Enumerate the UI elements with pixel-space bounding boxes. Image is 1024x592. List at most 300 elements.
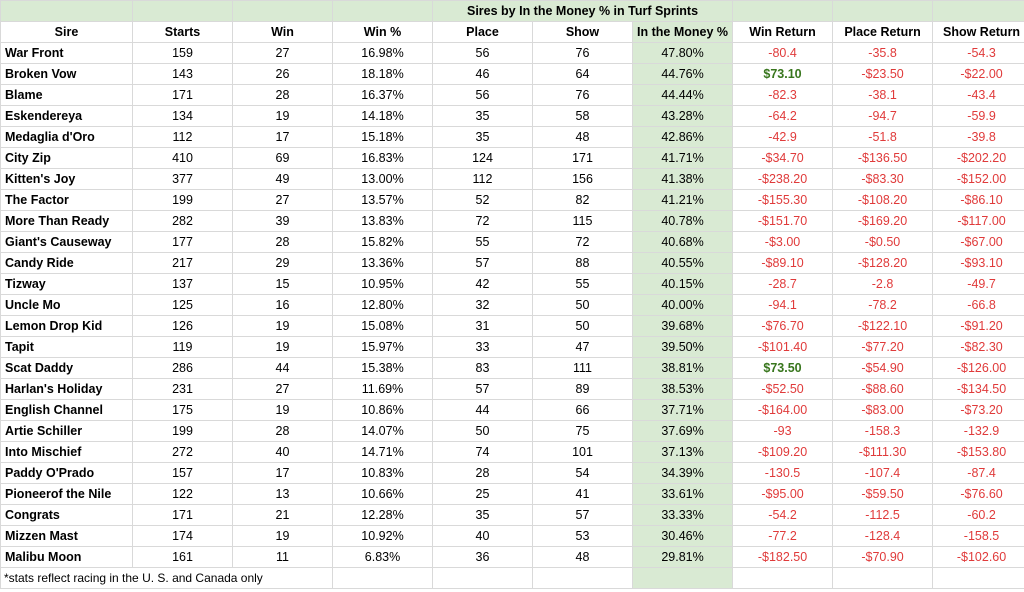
table-cell[interactable]: -$34.70	[733, 148, 833, 169]
table-cell[interactable]: 28	[233, 421, 333, 442]
table-cell[interactable]: 76	[533, 43, 633, 64]
table-cell[interactable]: 41	[533, 484, 633, 505]
table-cell[interactable]: 39.50%	[633, 337, 733, 358]
table-cell[interactable]: -80.4	[733, 43, 833, 64]
table-cell[interactable]: 66	[533, 400, 633, 421]
table-cell[interactable]: -43.4	[933, 85, 1024, 106]
table-cell[interactable]: 40.15%	[633, 274, 733, 295]
table-cell[interactable]: -39.8	[933, 127, 1024, 148]
table-cell[interactable]: 88	[533, 253, 633, 274]
table-row	[1, 190, 1024, 211]
blank-cell[interactable]	[733, 568, 833, 589]
table-cell[interactable]: -$238.20	[733, 169, 833, 190]
table-row	[1, 127, 1024, 148]
table-cell[interactable]: 41.71%	[633, 148, 733, 169]
table-cell[interactable]: -60.2	[933, 505, 1024, 526]
table-cell[interactable]: -64.2	[733, 106, 833, 127]
table-row	[1, 526, 1024, 547]
table-cell[interactable]: 26	[233, 64, 333, 85]
table-cell[interactable]: 13	[233, 484, 333, 505]
table-row	[1, 400, 1024, 421]
table-cell[interactable]: 34.39%	[633, 463, 733, 484]
table-row	[1, 253, 1024, 274]
column-header[interactable]: In the Money %	[633, 22, 733, 43]
table-row	[1, 421, 1024, 442]
table-cell[interactable]: 47.80%	[633, 43, 733, 64]
table-cell[interactable]: Into Mischief	[1, 442, 133, 463]
table-cell[interactable]: 15.97%	[333, 337, 433, 358]
table-cell[interactable]: 44.44%	[633, 85, 733, 106]
table-cell[interactable]: 143	[133, 64, 233, 85]
table-cell[interactable]: -$164.00	[733, 400, 833, 421]
table-cell[interactable]: -93	[733, 421, 833, 442]
table-cell[interactable]: -$117.00	[933, 211, 1024, 232]
table-cell[interactable]: 39	[233, 211, 333, 232]
table-cell[interactable]: 125	[133, 295, 233, 316]
blank-cell[interactable]	[733, 1, 833, 22]
table-cell[interactable]: 28	[233, 85, 333, 106]
column-header[interactable]: Place	[433, 22, 533, 43]
column-header[interactable]: Show	[533, 22, 633, 43]
table-cell[interactable]: 72	[533, 232, 633, 253]
table-row	[1, 379, 1024, 400]
table-cell[interactable]: -2.8	[833, 274, 933, 295]
table-cell[interactable]: 15.38%	[333, 358, 433, 379]
column-header[interactable]: Sire	[1, 22, 133, 43]
table-cell[interactable]: 111	[533, 358, 633, 379]
table-cell[interactable]: 31	[433, 316, 533, 337]
table-row	[1, 442, 1024, 463]
table-cell[interactable]: -158.3	[833, 421, 933, 442]
table-cell[interactable]: 17	[233, 463, 333, 484]
table-cell[interactable]: Paddy O'Prado	[1, 463, 133, 484]
table-cell[interactable]: -$155.30	[733, 190, 833, 211]
table-cell[interactable]: -$134.50	[933, 379, 1024, 400]
table-cell[interactable]: -77.2	[733, 526, 833, 547]
table-row	[1, 106, 1024, 127]
table-cell[interactable]: 115	[533, 211, 633, 232]
table-cell[interactable]: -$151.70	[733, 211, 833, 232]
table-cell[interactable]: -$152.00	[933, 169, 1024, 190]
column-header[interactable]: Win	[233, 22, 333, 43]
table-cell[interactable]: 42	[433, 274, 533, 295]
table-cell[interactable]: -35.8	[833, 43, 933, 64]
table-cell[interactable]: -$109.20	[733, 442, 833, 463]
table-cell[interactable]: 6.83%	[333, 547, 433, 568]
table-cell[interactable]: 14.07%	[333, 421, 433, 442]
table-cell[interactable]: Harlan's Holiday	[1, 379, 133, 400]
table-cell[interactable]: -130.5	[733, 463, 833, 484]
table-cell[interactable]: -$108.20	[833, 190, 933, 211]
table-cell[interactable]: 19	[233, 316, 333, 337]
table-row	[1, 43, 1024, 64]
blank-cell[interactable]	[633, 568, 733, 589]
table-cell[interactable]: 42.86%	[633, 127, 733, 148]
table-cell[interactable]: 49	[233, 169, 333, 190]
table-cell[interactable]: 54	[533, 463, 633, 484]
table-cell[interactable]: -$102.60	[933, 547, 1024, 568]
table-cell[interactable]: 16.98%	[333, 43, 433, 64]
table-cell[interactable]: 27	[233, 379, 333, 400]
table-cell[interactable]: 21	[233, 505, 333, 526]
column-header[interactable]: Win %	[333, 22, 433, 43]
table-cell[interactable]: -$77.20	[833, 337, 933, 358]
table-cell[interactable]: 16.83%	[333, 148, 433, 169]
table-cell[interactable]: 35	[433, 106, 533, 127]
table-cell[interactable]: -112.5	[833, 505, 933, 526]
table-cell[interactable]: 57	[533, 505, 633, 526]
table-cell[interactable]: 19	[233, 106, 333, 127]
table-cell[interactable]: 134	[133, 106, 233, 127]
table-cell[interactable]: -$136.50	[833, 148, 933, 169]
blank-cell[interactable]	[1, 1, 133, 22]
table-cell[interactable]: 119	[133, 337, 233, 358]
table-cell[interactable]: Congrats	[1, 505, 133, 526]
table-cell[interactable]: Eskendereya	[1, 106, 133, 127]
table-cell[interactable]: 55	[533, 274, 633, 295]
table-row	[1, 274, 1024, 295]
table-cell[interactable]: 15.18%	[333, 127, 433, 148]
table-cell[interactable]: Scat Daddy	[1, 358, 133, 379]
table-cell[interactable]: 14.71%	[333, 442, 433, 463]
table-cell[interactable]: Malibu Moon	[1, 547, 133, 568]
table-cell[interactable]: 13.83%	[333, 211, 433, 232]
table-cell[interactable]: 56	[433, 43, 533, 64]
table-row	[1, 463, 1024, 484]
table-cell[interactable]: 50	[433, 421, 533, 442]
table-cell[interactable]: 286	[133, 358, 233, 379]
table-cell[interactable]: 64	[533, 64, 633, 85]
table-cell[interactable]: 27	[233, 190, 333, 211]
table-cell[interactable]: 199	[133, 421, 233, 442]
table-cell[interactable]: -$89.10	[733, 253, 833, 274]
table-cell[interactable]: 101	[533, 442, 633, 463]
table-cell[interactable]: 76	[533, 85, 633, 106]
table-cell[interactable]: City Zip	[1, 148, 133, 169]
column-header[interactable]: Starts	[133, 22, 233, 43]
table-cell[interactable]: -107.4	[833, 463, 933, 484]
table-row	[1, 85, 1024, 106]
table-cell[interactable]: Uncle Mo	[1, 295, 133, 316]
table-cell[interactable]: 44	[433, 400, 533, 421]
table-cell[interactable]: 231	[133, 379, 233, 400]
table-title[interactable]: Sires by In the Money % in Turf Sprints	[433, 1, 733, 22]
table-cell[interactable]: 57	[433, 379, 533, 400]
table-cell[interactable]: -94.1	[733, 295, 833, 316]
table-cell[interactable]: 171	[133, 505, 233, 526]
table-cell[interactable]: 41.21%	[633, 190, 733, 211]
table-cell[interactable]: -$128.20	[833, 253, 933, 274]
table-cell[interactable]: Artie Schiller	[1, 421, 133, 442]
blank-cell[interactable]	[933, 1, 1024, 22]
table-cell[interactable]: Broken Vow	[1, 64, 133, 85]
table-cell[interactable]: War Front	[1, 43, 133, 64]
table-cell[interactable]: 74	[433, 442, 533, 463]
table-cell[interactable]: 40	[233, 442, 333, 463]
table-cell[interactable]: The Factor	[1, 190, 133, 211]
table-cell[interactable]: -$83.30	[833, 169, 933, 190]
table-cell[interactable]: 48	[533, 547, 633, 568]
table-cell[interactable]: 15	[233, 274, 333, 295]
table-row	[1, 211, 1024, 232]
table-cell[interactable]: Tizway	[1, 274, 133, 295]
table-row	[1, 232, 1024, 253]
table-cell[interactable]: -51.8	[833, 127, 933, 148]
table-cell[interactable]: English Channel	[1, 400, 133, 421]
table-cell[interactable]: 44.76%	[633, 64, 733, 85]
table-cell[interactable]: 46	[433, 64, 533, 85]
table-cell[interactable]: -94.7	[833, 106, 933, 127]
table-cell[interactable]: 17	[233, 127, 333, 148]
table-cell[interactable]: 52	[433, 190, 533, 211]
blank-cell[interactable]	[833, 568, 933, 589]
table-row	[1, 337, 1024, 358]
table-cell[interactable]: 10.95%	[333, 274, 433, 295]
table-cell[interactable]: 10.83%	[333, 463, 433, 484]
table-cell[interactable]: 83	[433, 358, 533, 379]
table-cell[interactable]: 10.86%	[333, 400, 433, 421]
table-cell[interactable]: 48	[533, 127, 633, 148]
table-cell[interactable]: -$83.00	[833, 400, 933, 421]
table-cell[interactable]: -$54.90	[833, 358, 933, 379]
table-cell[interactable]: 40.55%	[633, 253, 733, 274]
table-cell[interactable]: 15.82%	[333, 232, 433, 253]
table-cell[interactable]: -$101.40	[733, 337, 833, 358]
table-cell[interactable]: $73.50	[733, 358, 833, 379]
table-cell[interactable]: 33.33%	[633, 505, 733, 526]
table-cell[interactable]: -$82.30	[933, 337, 1024, 358]
table-cell[interactable]: 10.66%	[333, 484, 433, 505]
table-cell[interactable]: 82	[533, 190, 633, 211]
table-cell[interactable]: 13.36%	[333, 253, 433, 274]
table-cell[interactable]: 50	[533, 295, 633, 316]
table-cell[interactable]: 50	[533, 316, 633, 337]
blank-cell[interactable]	[333, 568, 433, 589]
table-cell[interactable]: 16.37%	[333, 85, 433, 106]
table-cell[interactable]: 157	[133, 463, 233, 484]
table-cell[interactable]: 72	[433, 211, 533, 232]
table-cell[interactable]: -42.9	[733, 127, 833, 148]
table-cell[interactable]: Tapit	[1, 337, 133, 358]
table-cell[interactable]: 40.00%	[633, 295, 733, 316]
table-cell[interactable]: 41.38%	[633, 169, 733, 190]
table-cell[interactable]: 43.28%	[633, 106, 733, 127]
table-cell[interactable]: -$153.80	[933, 442, 1024, 463]
table-cell[interactable]: 175	[133, 400, 233, 421]
blank-cell[interactable]	[433, 568, 533, 589]
table-cell[interactable]: 32	[433, 295, 533, 316]
table-cell[interactable]: 27	[233, 43, 333, 64]
table-cell[interactable]: 35	[433, 505, 533, 526]
table-cell[interactable]: -$182.50	[733, 547, 833, 568]
table-cell[interactable]: Kitten's Joy	[1, 169, 133, 190]
table-cell[interactable]: -82.3	[733, 85, 833, 106]
table-row	[1, 295, 1024, 316]
table-cell[interactable]: Lemon Drop Kid	[1, 316, 133, 337]
table-cell[interactable]: Candy Ride	[1, 253, 133, 274]
table-cell[interactable]: 126	[133, 316, 233, 337]
table-cell[interactable]: -$67.00	[933, 232, 1024, 253]
table-cell[interactable]: -$0.50	[833, 232, 933, 253]
column-header[interactable]: Win Return	[733, 22, 833, 43]
table-cell[interactable]: 75	[533, 421, 633, 442]
table-cell[interactable]: -128.4	[833, 526, 933, 547]
table-cell[interactable]: 37.13%	[633, 442, 733, 463]
table-cell[interactable]: -$3.00	[733, 232, 833, 253]
table-cell[interactable]: 112	[433, 169, 533, 190]
table-cell[interactable]: 18.18%	[333, 64, 433, 85]
table-cell[interactable]: -28.7	[733, 274, 833, 295]
footnote[interactable]: *stats reflect racing in the U. S. and Canada only	[1, 568, 333, 589]
table-cell[interactable]: 53	[533, 526, 633, 547]
table-cell[interactable]: 40	[433, 526, 533, 547]
table-cell[interactable]: 19	[233, 526, 333, 547]
blank-cell[interactable]	[233, 1, 333, 22]
table-cell[interactable]: 28	[433, 463, 533, 484]
table-cell[interactable]: 16	[233, 295, 333, 316]
table-cell[interactable]: -$93.10	[933, 253, 1024, 274]
table-cell[interactable]: 39.68%	[633, 316, 733, 337]
table-cell[interactable]: 10.92%	[333, 526, 433, 547]
table-cell[interactable]: 137	[133, 274, 233, 295]
table-cell[interactable]: 272	[133, 442, 233, 463]
table-cell[interactable]: 410	[133, 148, 233, 169]
table-cell[interactable]: -$22.00	[933, 64, 1024, 85]
table-cell[interactable]: -$111.30	[833, 442, 933, 463]
table-cell[interactable]: 33.61%	[633, 484, 733, 505]
table-cell[interactable]: -$122.10	[833, 316, 933, 337]
blank-cell[interactable]	[833, 1, 933, 22]
blank-cell[interactable]	[333, 1, 433, 22]
blank-cell[interactable]	[133, 1, 233, 22]
table-cell[interactable]: 69	[233, 148, 333, 169]
table-cell[interactable]: 25	[433, 484, 533, 505]
blank-cell[interactable]	[533, 568, 633, 589]
table-cell[interactable]: Mizzen Mast	[1, 526, 133, 547]
table-cell[interactable]: -$52.50	[733, 379, 833, 400]
table-cell[interactable]: -59.9	[933, 106, 1024, 127]
table-cell[interactable]: 30.46%	[633, 526, 733, 547]
table-cell[interactable]: 217	[133, 253, 233, 274]
table-cell[interactable]: -$126.00	[933, 358, 1024, 379]
table-cell[interactable]: 47	[533, 337, 633, 358]
table-cell[interactable]: 112	[133, 127, 233, 148]
table-cell[interactable]: 38.53%	[633, 379, 733, 400]
table-cell[interactable]: 174	[133, 526, 233, 547]
table-cell[interactable]: 58	[533, 106, 633, 127]
title-row	[1, 1, 1024, 22]
table-cell[interactable]: -158.5	[933, 526, 1024, 547]
table-cell[interactable]: -49.7	[933, 274, 1024, 295]
table-cell[interactable]: -$169.20	[833, 211, 933, 232]
table-row	[1, 316, 1024, 337]
table-cell[interactable]: 177	[133, 232, 233, 253]
table-cell[interactable]: 38.81%	[633, 358, 733, 379]
column-header[interactable]: Place Return	[833, 22, 933, 43]
table-cell[interactable]: -$202.20	[933, 148, 1024, 169]
table-cell[interactable]: Blame	[1, 85, 133, 106]
table-cell[interactable]: -$86.10	[933, 190, 1024, 211]
table-cell[interactable]: 12.28%	[333, 505, 433, 526]
table-cell[interactable]: 122	[133, 484, 233, 505]
table-cell[interactable]: 15.08%	[333, 316, 433, 337]
table-cell[interactable]: 14.18%	[333, 106, 433, 127]
table-cell[interactable]: Medaglia d'Oro	[1, 127, 133, 148]
table-cell[interactable]: -$95.00	[733, 484, 833, 505]
table-cell[interactable]: 57	[433, 253, 533, 274]
table-cell[interactable]: 40.78%	[633, 211, 733, 232]
table-cell[interactable]: 12.80%	[333, 295, 433, 316]
table-cell[interactable]: 159	[133, 43, 233, 64]
table-cell[interactable]: -87.4	[933, 463, 1024, 484]
table-cell[interactable]: Pioneerof the Nile	[1, 484, 133, 505]
table-cell[interactable]: 40.68%	[633, 232, 733, 253]
table-cell[interactable]: 161	[133, 547, 233, 568]
table-cell[interactable]: -$91.20	[933, 316, 1024, 337]
table-cell[interactable]: 29	[233, 253, 333, 274]
table-cell[interactable]: 156	[533, 169, 633, 190]
table-cell[interactable]: -$73.20	[933, 400, 1024, 421]
table-cell[interactable]: 37.71%	[633, 400, 733, 421]
table-cell[interactable]: -$70.90	[833, 547, 933, 568]
table-cell[interactable]: 11.69%	[333, 379, 433, 400]
table-cell[interactable]: 28	[233, 232, 333, 253]
table-cell[interactable]: 35	[433, 127, 533, 148]
table-cell[interactable]: 377	[133, 169, 233, 190]
table-cell[interactable]: 199	[133, 190, 233, 211]
table-cell[interactable]: More Than Ready	[1, 211, 133, 232]
table-cell[interactable]: 13.00%	[333, 169, 433, 190]
table-cell[interactable]: 171	[133, 85, 233, 106]
table-cell[interactable]: 33	[433, 337, 533, 358]
table-cell[interactable]: -$88.60	[833, 379, 933, 400]
table-cell[interactable]: 19	[233, 400, 333, 421]
table-cell[interactable]: 36	[433, 547, 533, 568]
table-cell[interactable]: 282	[133, 211, 233, 232]
table-cell[interactable]: $73.10	[733, 64, 833, 85]
table-cell[interactable]: 37.69%	[633, 421, 733, 442]
table-cell[interactable]: -66.8	[933, 295, 1024, 316]
table-cell[interactable]: 11	[233, 547, 333, 568]
table-cell[interactable]: 19	[233, 337, 333, 358]
table-cell[interactable]: 55	[433, 232, 533, 253]
table-row	[1, 169, 1024, 190]
table-cell[interactable]: -38.1	[833, 85, 933, 106]
table-cell[interactable]: -78.2	[833, 295, 933, 316]
table-cell[interactable]: -132.9	[933, 421, 1024, 442]
table-cell[interactable]: -$23.50	[833, 64, 933, 85]
table-cell[interactable]: 171	[533, 148, 633, 169]
table-row	[1, 547, 1024, 568]
table-cell[interactable]: -$76.70	[733, 316, 833, 337]
table-cell[interactable]: 124	[433, 148, 533, 169]
table-cell[interactable]: -$76.60	[933, 484, 1024, 505]
blank-cell[interactable]	[933, 568, 1024, 589]
table-row	[1, 484, 1024, 505]
table-cell[interactable]: -54.2	[733, 505, 833, 526]
table-cell[interactable]: 29.81%	[633, 547, 733, 568]
table-row	[1, 505, 1024, 526]
table-cell[interactable]: 13.57%	[333, 190, 433, 211]
table-cell[interactable]: -$59.50	[833, 484, 933, 505]
table-cell[interactable]: 56	[433, 85, 533, 106]
footnote-row	[1, 568, 1024, 589]
table-cell[interactable]: 89	[533, 379, 633, 400]
table-cell[interactable]: 44	[233, 358, 333, 379]
column-header[interactable]: Show Return	[933, 22, 1024, 43]
table-cell[interactable]: Giant's Causeway	[1, 232, 133, 253]
table-cell[interactable]: -54.3	[933, 43, 1024, 64]
